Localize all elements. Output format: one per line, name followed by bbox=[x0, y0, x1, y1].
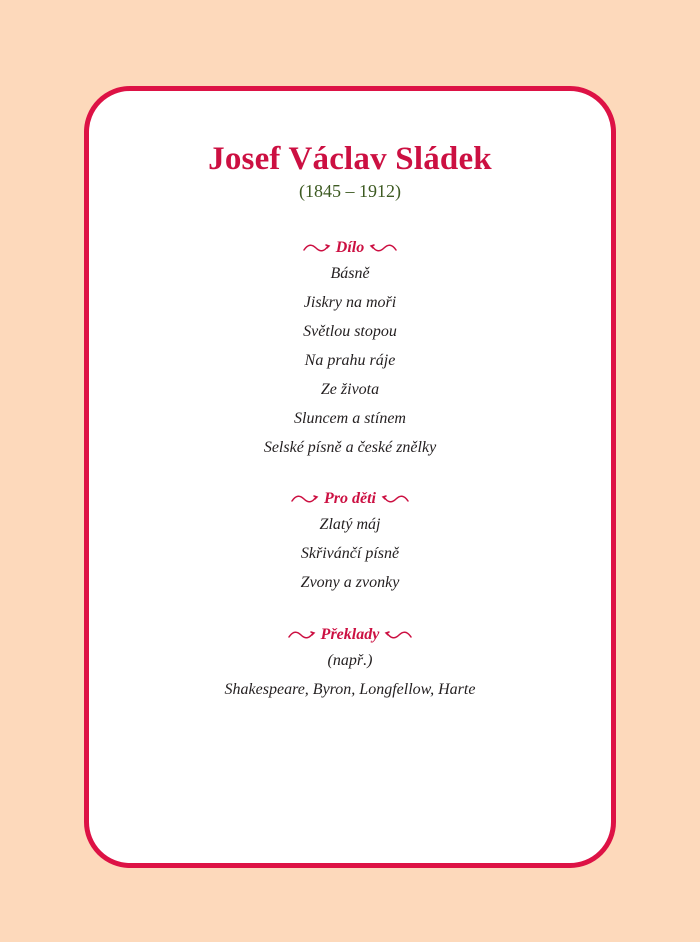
works-list bbox=[89, 259, 611, 462]
section-heading bbox=[89, 237, 611, 259]
children-works-list bbox=[89, 510, 611, 597]
section-works bbox=[89, 237, 611, 462]
author-name: Josef Václav Sládek bbox=[208, 141, 492, 177]
section-translations bbox=[89, 624, 611, 704]
list-item: Ze života bbox=[320, 381, 380, 398]
author-card bbox=[84, 86, 616, 868]
section-heading-label: Pro děti bbox=[324, 490, 376, 507]
section-heading-label: Překlady bbox=[320, 626, 380, 643]
translations-list bbox=[89, 646, 611, 704]
list-item: Jiskry na moři bbox=[303, 294, 397, 311]
list-item: Selské písně a české znělky bbox=[263, 439, 437, 456]
flourish-left-icon bbox=[303, 242, 331, 254]
list-item: Sluncem a stínem bbox=[294, 410, 406, 427]
section-heading bbox=[89, 488, 611, 510]
flourish-right-icon bbox=[384, 629, 412, 641]
list-item: (např.) bbox=[327, 652, 373, 669]
list-item: Shakespeare, Byron, Longfellow, Harte bbox=[224, 681, 476, 698]
flourish-right-icon bbox=[369, 242, 397, 254]
list-item: Básně bbox=[330, 265, 370, 282]
author-dates: (1845 – 1912) bbox=[299, 181, 401, 201]
section-heading bbox=[89, 624, 611, 646]
section-heading-label: Dílo bbox=[335, 239, 365, 256]
list-item: Skřivánčí písně bbox=[300, 545, 400, 562]
flourish-right-icon bbox=[381, 493, 409, 505]
list-item: Zlatý máj bbox=[319, 516, 381, 533]
list-item: Zvony a zvonky bbox=[300, 574, 400, 591]
list-item: Světlou stopou bbox=[303, 323, 397, 340]
section-for-children bbox=[89, 488, 611, 597]
list-item: Na prahu ráje bbox=[304, 352, 396, 369]
flourish-left-icon bbox=[291, 493, 319, 505]
flourish-left-icon bbox=[288, 629, 316, 641]
